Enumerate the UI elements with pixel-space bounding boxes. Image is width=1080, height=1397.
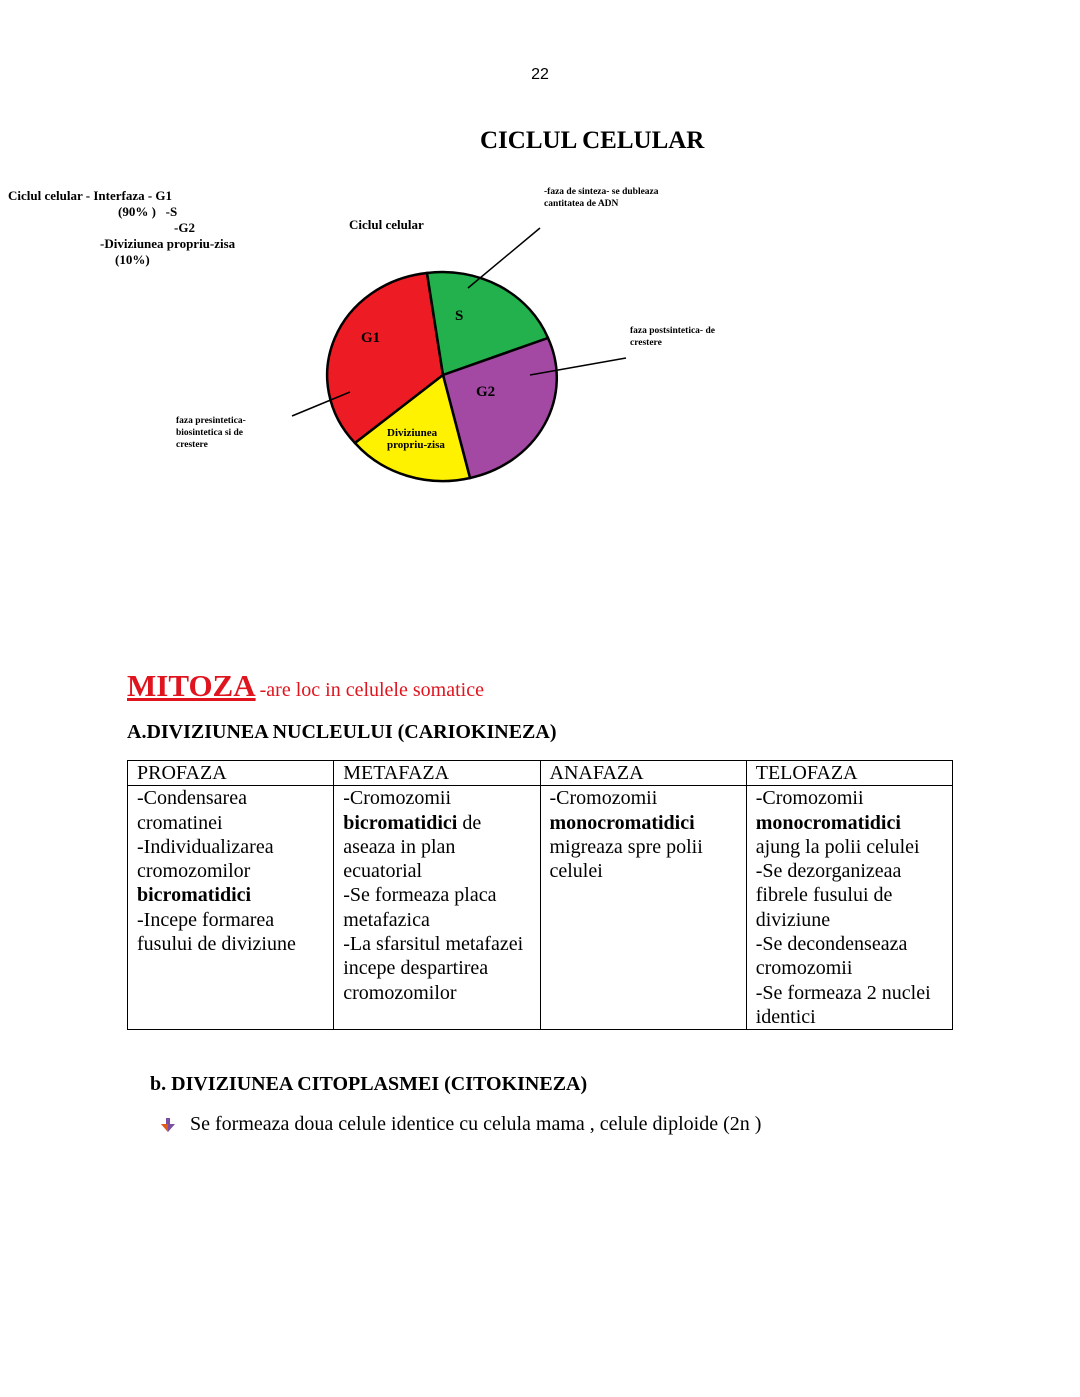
overview-line: -Diviziunea propriu-zisa (100, 236, 236, 251)
cell-text: migreaza spre polii celulei (549, 835, 703, 883)
table-cell (540, 786, 746, 1030)
cell-text: -Se formeaza placa metafazica (343, 884, 497, 931)
cell-text: -Cromozomii (549, 787, 658, 810)
cell-text: -Se formeaza 2 nuclei identici (755, 981, 931, 1028)
chart-title: Ciclul celular (349, 217, 424, 232)
cell-text: bicromatidici (343, 811, 458, 834)
cell-text: -Se dezorganizeaa fibrele fusului de diviziune (755, 860, 902, 931)
cell-text: de aseaza in plan ecuatorial (343, 811, 482, 883)
arrow-bullet-icon (160, 1117, 176, 1133)
annotation-g1: faza presintetica- biosintetica si de crestere (176, 416, 246, 450)
cell-text: -Individualizarea cromozomilor (137, 835, 274, 883)
mitosis-phases-table (127, 760, 953, 1030)
table-cell (334, 786, 540, 1030)
mitoza-title: MITOZA (127, 668, 256, 703)
annotation-s: -faza de sinteza- se dubleaza cantitatea de ADN (544, 187, 659, 209)
cell-text: -Condensarea cromatinei (137, 787, 247, 834)
pie-label-g1: G1 (361, 330, 381, 346)
cell-text: bicromatidici (137, 884, 252, 907)
cell-text: -La sfarsitul metafazei incepe despartirea cromozomilor (343, 933, 524, 1004)
table-header-row (128, 761, 953, 786)
section-b-heading: b. DIVIZIUNEA CITOPLASMEI (CITOKINEZA) (150, 1073, 588, 1095)
mitoza-heading (127, 668, 484, 704)
overview-line: -G2 (174, 220, 195, 235)
overview-line: Ciclul celular - Interfaza - G1 (8, 188, 173, 203)
header-cell: PROFAZA (128, 761, 334, 786)
pie-chart (0, 0, 1080, 520)
pie-label-s: S (455, 308, 464, 324)
pie-label-g2: G2 (476, 384, 496, 400)
overview-line: (90% ) -S (118, 204, 178, 219)
bullet-text: Se formeaza doua celule identice cu celula mama , celule diploide (2n ) (190, 1113, 762, 1135)
header-cell: TELOFAZA (746, 761, 952, 786)
header-cell: METAFAZA (334, 761, 540, 786)
table-cell (746, 786, 952, 1030)
cell-text: -Cromozomii (343, 787, 452, 810)
overview-line: (10%) (115, 252, 150, 267)
table-row (128, 786, 953, 1030)
cell-text: monocromatidici (755, 811, 901, 834)
section-a-heading: A.DIVIZIUNEA NUCLEULUI (CARIOKINEZA) (127, 721, 557, 743)
page-title: CICLUL CELULAR (480, 127, 705, 154)
cell-text: monocromatidici (549, 811, 695, 834)
mitoza-subtitle: -are loc in celulele somatice (259, 679, 484, 701)
page-number: 22 (531, 66, 549, 83)
annotation-g2: faza postsintetica- de crestere (630, 326, 715, 348)
table-cell (128, 786, 334, 1030)
leader-line-s (468, 228, 540, 288)
cell-text: -Cromozomii (755, 787, 864, 810)
bullet-item (160, 1113, 761, 1136)
cell-text: -Incepe formarea fusului de diviziune (137, 908, 296, 956)
cell-text: -Se decondenseaza cromozomii (755, 933, 908, 980)
header-cell: ANAFAZA (540, 761, 746, 786)
pie-label-division: Diviziunea propriu-zisa (387, 427, 445, 451)
cell-text: ajung la polii celulei (755, 835, 920, 858)
